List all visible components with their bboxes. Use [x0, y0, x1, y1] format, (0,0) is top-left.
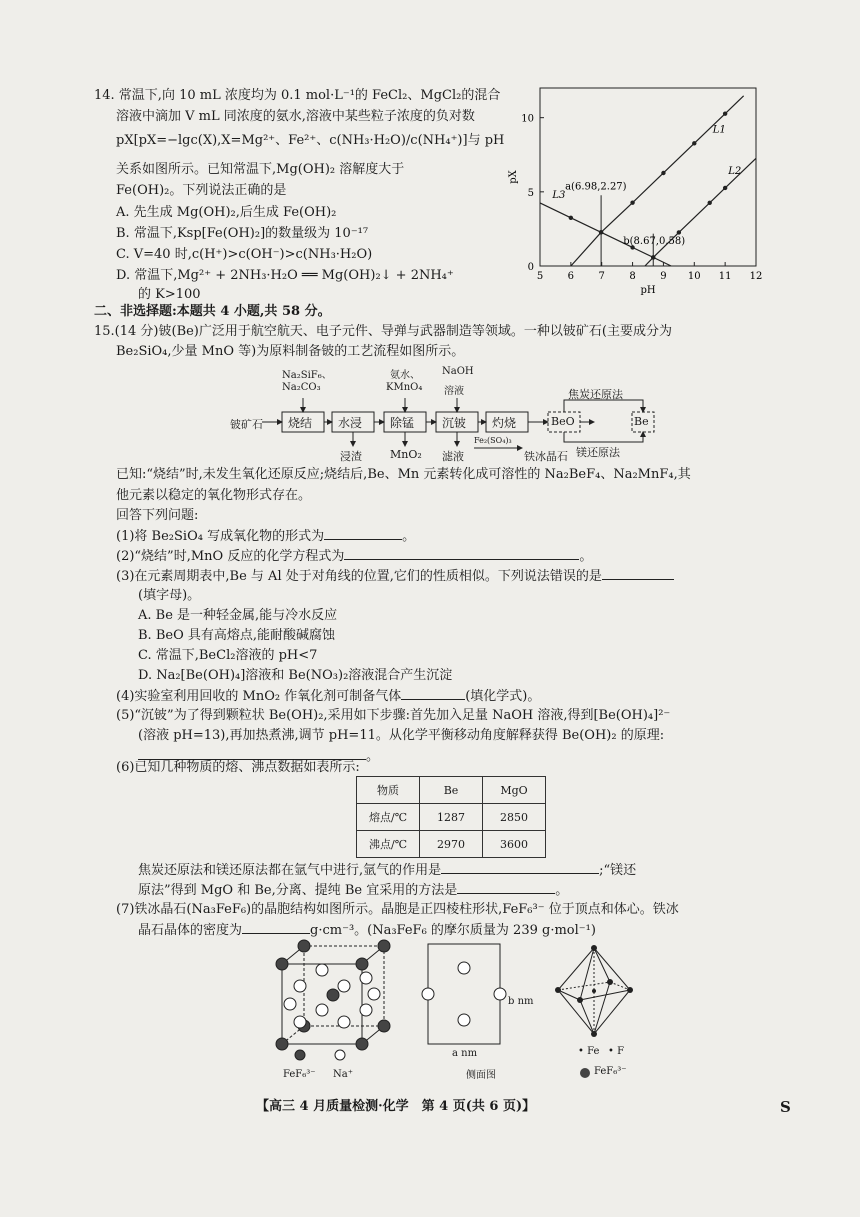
data-point [723, 111, 727, 115]
data-point [723, 186, 727, 190]
q15-intro-2: Be₂SiO₄,少量 MnO 等)为原料制备铍的工艺流程如图所示。 [116, 344, 465, 359]
flow-mg-reduction: 镁还原法 [576, 446, 620, 459]
flow-be: Be [634, 415, 649, 428]
flow-coke-reduction: 焦炭还原法 [568, 388, 623, 401]
side-view-diagram [418, 940, 510, 1054]
y-tick-label: 10 [521, 113, 534, 125]
series-label: L2 [728, 166, 742, 178]
q15-part7-b: 晶石晶体的密度为 g·cm⁻³。(Na₃FeF₆ 的摩尔质量为 239 g·mol⁻¹) [138, 923, 596, 938]
flow-mno2: MnO₂ [390, 448, 422, 461]
px-ph-chart [506, 80, 770, 302]
flow-reagent-4a: NaOH [442, 366, 474, 377]
flow-sinter: 烧结 [288, 416, 313, 430]
table-header-row [357, 777, 546, 804]
page-footer: 【高三 4 月质量检测·化学 第 4 页(共 6 页)】 [256, 1099, 536, 1114]
flow-filtrate: 滤液 [442, 450, 464, 463]
q14-line3: pX[pX=−lgc(X),X=Mg²⁺、Fe²⁺、c(NH₃·H₂O)/c(NH₄⁺)]与 pH [116, 133, 505, 148]
oct-legend-f: • F [608, 1046, 625, 1057]
data-point [708, 201, 712, 205]
octahedron-diagram [552, 944, 636, 1040]
x-tick-label: 8 [629, 271, 636, 282]
q15-part6-c: 原法”得到 MgO 和 Be,分离、提纯 Be 宜采用的方法是 。 [138, 883, 569, 898]
table-cell: 1287 [420, 804, 483, 831]
answer-prompt: 回答下列问题: [116, 508, 199, 523]
q15-part6-b: 焦炭还原法和镁还原法都在氩气中进行,氩气的作用是 ;“镁还 [138, 863, 637, 878]
q15-part5-b: (溶液 pH=13),再加热煮沸,调节 pH=11。从化学平衡移动角度解释获得 Be(OH)₂ 的原理: [138, 728, 665, 743]
q14-line2: 溶液中滴加 V mL 同浓度的氨水,溶液中某些粒子浓度的负对数 [116, 109, 475, 124]
unit-cell-diagram [270, 938, 400, 1064]
q14-line1: 14. 常温下,向 10 mL 浓度均为 0.1 mol·L⁻¹的 FeCl₂、MgCl₂的混合 [94, 88, 501, 103]
q15-part3: (3)在元素周期表中,Be 与 Al 处于对角线的位置,它们的性质相似。下列说法错误的是 [116, 567, 674, 586]
q14-line5: Fe(OH)₂。下列说法正确的是 [116, 183, 287, 198]
side-width-label: a nm [452, 1048, 478, 1059]
q14-option-d-tail: 的 K>100 [138, 287, 201, 302]
q15-part3-d: D. Na₂[Be(OH)₄]溶液和 Be(NO₃)₂溶液混合产生沉淀 [138, 668, 453, 683]
q14-option-b: B. 常温下,Ksp[Fe(OH)₂]的数量级为 10⁻¹⁷ [116, 226, 369, 241]
table-cell: 2850 [483, 804, 546, 831]
q15-part3-c: C. 常温下,BeCl₂溶液的 pH<7 [138, 648, 318, 663]
data-point [677, 230, 681, 234]
oct-legend-ion: FeF₆³⁻ [594, 1066, 627, 1077]
flow-reagent-3a: 氨水、 [390, 370, 420, 381]
corner-mark: S [780, 1098, 791, 1116]
legend-fef6: FeF₆³⁻ [283, 1069, 316, 1080]
flow-reagent-1a: Na₂SiF₆、 [282, 370, 332, 381]
annotation-label: a(6.98,2.27) [565, 181, 627, 193]
x-tick-label: 5 [536, 271, 544, 282]
data-point [630, 200, 634, 204]
flow-beo: BeO [551, 415, 575, 428]
y-axis-label: pX [508, 170, 519, 184]
q15-intro-1: 15.(14 分)铍(Be)广泛用于航空航天、电子元件、导弹与武器制造等领域。一种以铍矿石(主要成分为 [94, 324, 672, 339]
side-view-caption: 侧面图 [466, 1070, 496, 1081]
y-tick-label: 5 [527, 187, 534, 199]
flow-reagent-1b: Na₂CO₃ [282, 382, 321, 393]
q15-part6: (6)已知几种物质的熔、沸点数据如表所示: [116, 760, 360, 775]
table-cell: 3600 [483, 831, 546, 858]
known-2: 他元素以稳定的氧化物形式存在。 [116, 488, 312, 503]
q14-line4: 关系如图所示。已知常温下,Mg(OH)₂ 溶解度大于 [116, 162, 405, 177]
legend-na: Na⁺ [333, 1069, 353, 1080]
section-two-heading: 二、非选择题:本题共 4 小题,共 58 分。 [94, 304, 331, 319]
oct-legend-fe: • Fe [578, 1046, 600, 1057]
flow-remove-mn: 除锰 [390, 416, 415, 430]
x-tick-label: 6 [567, 271, 575, 282]
x-tick-label: 7 [598, 271, 605, 282]
q14-option-d: D. 常温下,Mg²⁺ + 2NH₃·H₂O ══ Mg(OH)₂↓ + 2NH₄⁺ [116, 268, 454, 283]
flow-reagent-3b: KMnO₄ [386, 382, 423, 393]
flow-ore: 铍矿石 [230, 418, 263, 431]
q15-part3-a: A. Be 是一种轻金属,能与冷水反应 [138, 608, 338, 623]
x-tick-label: 9 [660, 271, 667, 282]
melting-boiling-table [356, 776, 546, 858]
table-header-cell: 物质 [357, 777, 420, 804]
flow-iron-sulfate: Fe₂(SO₄)₃ [474, 436, 512, 445]
series-label: L3 [552, 189, 566, 201]
q15-part3-b: B. BeO 具有高熔点,能耐酸碱腐蚀 [138, 628, 335, 643]
data-point [661, 171, 665, 175]
table-header-cell: MgO [483, 777, 546, 804]
oct-ion-marker [580, 1068, 590, 1078]
known-1: 已知:“烧结”时,未发生氧化还原反应;烧结后,Be、Mn 元素转化成可溶性的 Na₂BeF₄、Na₂MnF₄,其 [116, 467, 691, 482]
x-axis-label: pH [640, 285, 656, 296]
x-tick-label: 11 [718, 271, 732, 282]
series-label: L1 [712, 124, 726, 136]
flow-calcine: 灼烧 [492, 416, 517, 430]
table-row [357, 804, 546, 831]
table-cell: 熔点/℃ [357, 804, 420, 831]
flow-leach-residue: 浸渣 [340, 450, 362, 463]
flow-cryolite: 铁冰晶石 [524, 450, 568, 463]
table-row [357, 831, 546, 858]
table-cell: 沸点/℃ [357, 831, 420, 858]
q14-option-c: C. V=40 时,c(H⁺)>c(OH⁻)>c(NH₃·H₂O) [116, 247, 373, 262]
flow-precipitate-be: 沉铍 [442, 416, 467, 430]
q15-part4: (4)实验室利用回收的 MnO₂ 作氧化剂可制备气体 (填化学式)。 [116, 689, 541, 704]
flow-water-leach: 水浸 [338, 416, 363, 430]
y-tick-label: 0 [527, 262, 534, 273]
q15-part5-blank: 。 [138, 747, 379, 766]
data-point [692, 141, 696, 145]
q15-part1: (1)将 Be₂SiO₄ 写成氧化物的形式为 。 [116, 529, 416, 544]
q14-option-a: A. 先生成 Mg(OH)₂,后生成 Fe(OH)₂ [116, 205, 337, 220]
flow-reagent-4b: 溶液 [444, 386, 464, 397]
table-cell: 2970 [420, 831, 483, 858]
q15-part7: (7)铁冰晶石(Na₃FeF₆)的晶胞结构如图所示。晶胞是正四棱柱形状,FeF₆³⁻ 位于顶点和体心。铁冰 [116, 902, 679, 917]
data-point [569, 216, 573, 220]
side-height-label: b nm [508, 996, 534, 1007]
x-tick-label: 12 [749, 271, 763, 282]
annotation-label: b(8.67,0.58) [623, 236, 686, 248]
x-tick-label: 10 [687, 271, 701, 282]
q15-part5: (5)“沉铍”为了得到颗粒状 Be(OH)₂,采用如下步骤:首先加入足量 NaOH 溶液,得到[Be(OH)₄]²⁻ [116, 708, 671, 723]
q15-part3-tail: (填字母)。 [138, 588, 201, 603]
q15-part2: (2)“烧结”时,MnO 反应的化学方程式为 。 [116, 549, 593, 564]
table-header-cell: Be [420, 777, 483, 804]
